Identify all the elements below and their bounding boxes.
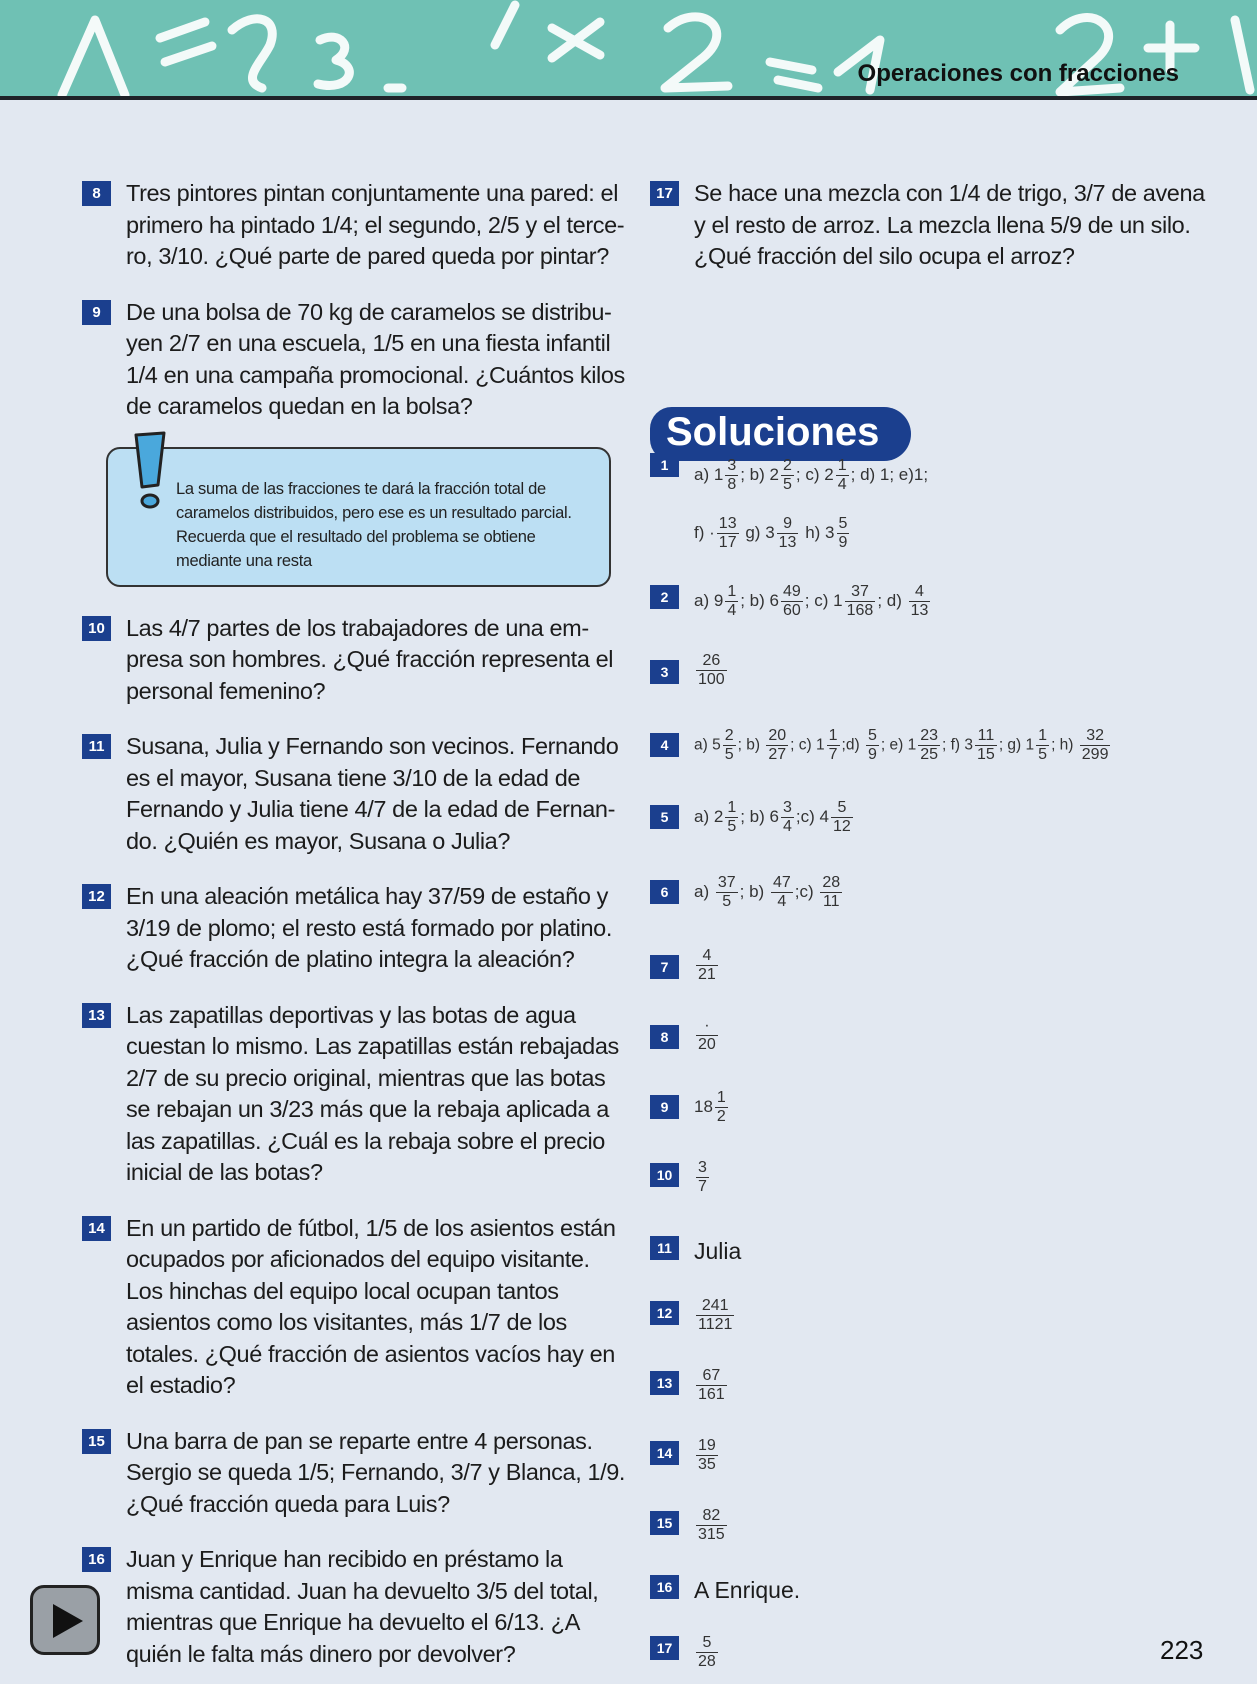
problem-12: [82, 881, 627, 976]
solution-answer: $\frac{\cdot}{20}$: [698, 1017, 716, 1053]
solution-answer: a) 2 $\frac{1}{5}$ ; b) 6 $\frac{3}{4}$ ;c) 4 $\frac{5}{12}$: [694, 799, 851, 835]
solution-answer: Julia: [694, 1238, 742, 1264]
section-title: Operaciones con fracciones: [857, 60, 1179, 87]
solution-answer: $\frac{3}{7}$: [698, 1159, 707, 1195]
problem-number-badge: 14: [82, 1216, 111, 1241]
solution-answer: $\frac{82}{315}$: [698, 1507, 725, 1543]
solutions-heading: Soluciones: [650, 407, 911, 461]
problem-number-badge: 17: [650, 181, 679, 206]
hint-box: [106, 447, 611, 587]
solution-number-badge: 5: [650, 805, 679, 829]
solution-number-badge: 17: [650, 1636, 679, 1660]
problem-text: Juan y Enrique han recibido en préstamo la misma cantidad. Juan ha devuelto 3/5 del total, mientras que Enrique ha devuelto el 6/13. ¿A quién le falta más dinero por devolver?: [126, 1546, 599, 1667]
problem-number-badge: 9: [82, 300, 111, 325]
solution-number-badge: 13: [650, 1371, 679, 1395]
solution-answer: A Enrique.: [694, 1577, 801, 1603]
play-button[interactable]: [30, 1585, 100, 1655]
problem-number-badge: 8: [82, 181, 111, 206]
solution-number-badge: 15: [650, 1511, 679, 1535]
solution-answer: $\frac{26}{100}$: [698, 652, 725, 688]
solution-number-badge: 8: [650, 1025, 679, 1049]
solution-answer: 18 $\frac{1}{2}$: [694, 1089, 726, 1125]
exclamation-icon: [128, 431, 172, 511]
problem-14: [82, 1213, 627, 1402]
page-header: [0, 0, 1257, 100]
problem-text: De una bolsa de 70 kg de caramelos se distribuyen 2/7 en una escuela, 1/5 en una fiesta infantil 1/4 en una campaña promocional. ¿Cuántos kilos de caramelos quedan en la bolsa?: [126, 298, 625, 419]
solution-answer: a) 1 $\frac{3}{8}$ ; b) 2 $\frac{2}{5}$ ; c) 2 $\frac{1}{4}$ ; d) 1; e)1;: [694, 457, 929, 493]
problem-11: [82, 731, 627, 857]
solution-number-badge: 7: [650, 955, 679, 979]
problem-8: [82, 178, 627, 273]
solution-number-badge: 2: [650, 585, 679, 609]
problem-number-badge: 13: [82, 1003, 111, 1028]
page-number: 223: [1160, 1635, 1204, 1665]
problems-column: [82, 178, 627, 1684]
problem-17: [650, 178, 1210, 273]
problem-number-badge: 11: [82, 734, 111, 759]
solution-answer: $\frac{5}{28}$: [698, 1634, 716, 1670]
problem-text: En una aleación metálica hay 37/59 de estaño y 3/19 de plomo; el resto está formado por platino. ¿Qué fracción de platino integra la aleación?: [126, 883, 612, 972]
solution-number-badge: 12: [650, 1301, 679, 1325]
problem-number-badge: 12: [82, 884, 111, 909]
solution-answer: $\frac{67}{161}$: [698, 1367, 725, 1403]
solution-number-badge: 11: [650, 1236, 679, 1260]
solution-answer: a) 9 $\frac{1}{4}$ ; b) 6 $\frac{49}{60}$ ; c) 1 $\frac{37}{168}$ ; d) $\frac{4}{13}$: [694, 583, 929, 619]
solution-number-badge: 16: [650, 1575, 679, 1599]
hint-text: La suma de las fracciones te dará la fracción total de caramelos distribuidos, pero ese es un resultado parcial. Recuerda que el resultado del problema se obtiene mediante una resta: [176, 479, 572, 570]
problem-15: [82, 1426, 627, 1521]
problem-text: Las zapatillas deportivas y las botas de agua cuestan lo mismo. Las zapatillas están rebajadas 2/7 de su precio original, mientras que las botas se rebajan un 3/23 más que la rebaja aplicada a las zapatillas. ¿Cuál es la rebaja sobre el precio inicial de las botas?: [126, 1001, 619, 1185]
solution-number-badge: 10: [650, 1163, 679, 1187]
solution-number-badge: 4: [650, 733, 679, 757]
solution-answer: a) 5 $\frac{2}{5}$ ; b) $\frac{20}{27}$ ; c) 1 $\frac{1}{7}$ ;d) $\frac{5}{9}$ ; e) 1 $\frac{23}{25}$ ; f) 3 $\frac{11}{15}$ ; g) 1 $\frac{1}{5}$ ; h) $\frac{32}{299}$: [694, 727, 1109, 763]
problem-number-badge: 10: [82, 616, 111, 641]
solution-answer: $\frac{19}{35}$: [698, 1437, 716, 1473]
problem-13: [82, 1000, 627, 1189]
solution-number-badge: 1: [650, 453, 679, 477]
problem-text: En un partido de fútbol, 1/5 de los asientos están ocupados por aficionados del equipo visitante. Los hinchas del equipo local ocupan tantos asientos como los visitantes, más 1/7 de los totales. ¿Qué fracción de asientos vacíos hay en el estadio?: [126, 1214, 616, 1398]
problem-text: Susana, Julia y Fernando son vecinos. Fernando es el mayor, Susana tiene 3/10 de la edad de Fernando y Julia tiene 4/7 de la edad de Fernando. ¿Quién es mayor, Susana o Julia?: [126, 733, 619, 854]
solution-number-badge: 6: [650, 880, 679, 904]
solution-number-badge: 14: [650, 1441, 679, 1465]
problem-text: Se hace una mezcla con 1/4 de trigo, 3/7 de avena y el resto de arroz. La mezcla llena 5/9 de un silo. ¿Qué fracción del silo ocupa el arroz?: [694, 180, 1205, 269]
solution-number-badge: 3: [650, 660, 679, 684]
solution-answer: $\frac{241}{1121}$: [698, 1297, 733, 1333]
problem-text: Las 4/7 partes de los trabajadores de una empresa son hombres. ¿Qué fracción representa el personal femenino?: [126, 614, 614, 704]
problem-9: [82, 297, 627, 423]
play-icon: [49, 1602, 87, 1640]
problem-number-badge: 16: [82, 1547, 111, 1572]
solution-number-badge: 9: [650, 1095, 679, 1119]
problem-text: Una barra de pan se reparte entre 4 personas. Sergio se queda 1/5; Fernando, 3/7 y Blanca, 1/9. ¿Qué fracción queda para Luis?: [126, 1427, 626, 1517]
problem-number-badge: 15: [82, 1429, 111, 1454]
solution-answer-line-2: f) · $\frac{13}{17}$ g) 3 $\frac{9}{13}$ h) 3 $\frac{5}{9}$: [694, 515, 848, 551]
problem-10: [82, 613, 627, 708]
problem-16: [82, 1544, 627, 1670]
problem-text: Tres pintores pintan conjuntamente una pared: el primero ha pintado 1/4; el segundo, 2/5 y el tercero, 3/10. ¿Qué parte de pared queda por pintar?: [126, 180, 625, 269]
solution-answer: $\frac{4}{21}$: [698, 947, 716, 983]
solution-answer: a) $\frac{37}{5}$ ; b) $\frac{47}{4}$ ;c) $\frac{28}{11}$: [694, 874, 841, 910]
